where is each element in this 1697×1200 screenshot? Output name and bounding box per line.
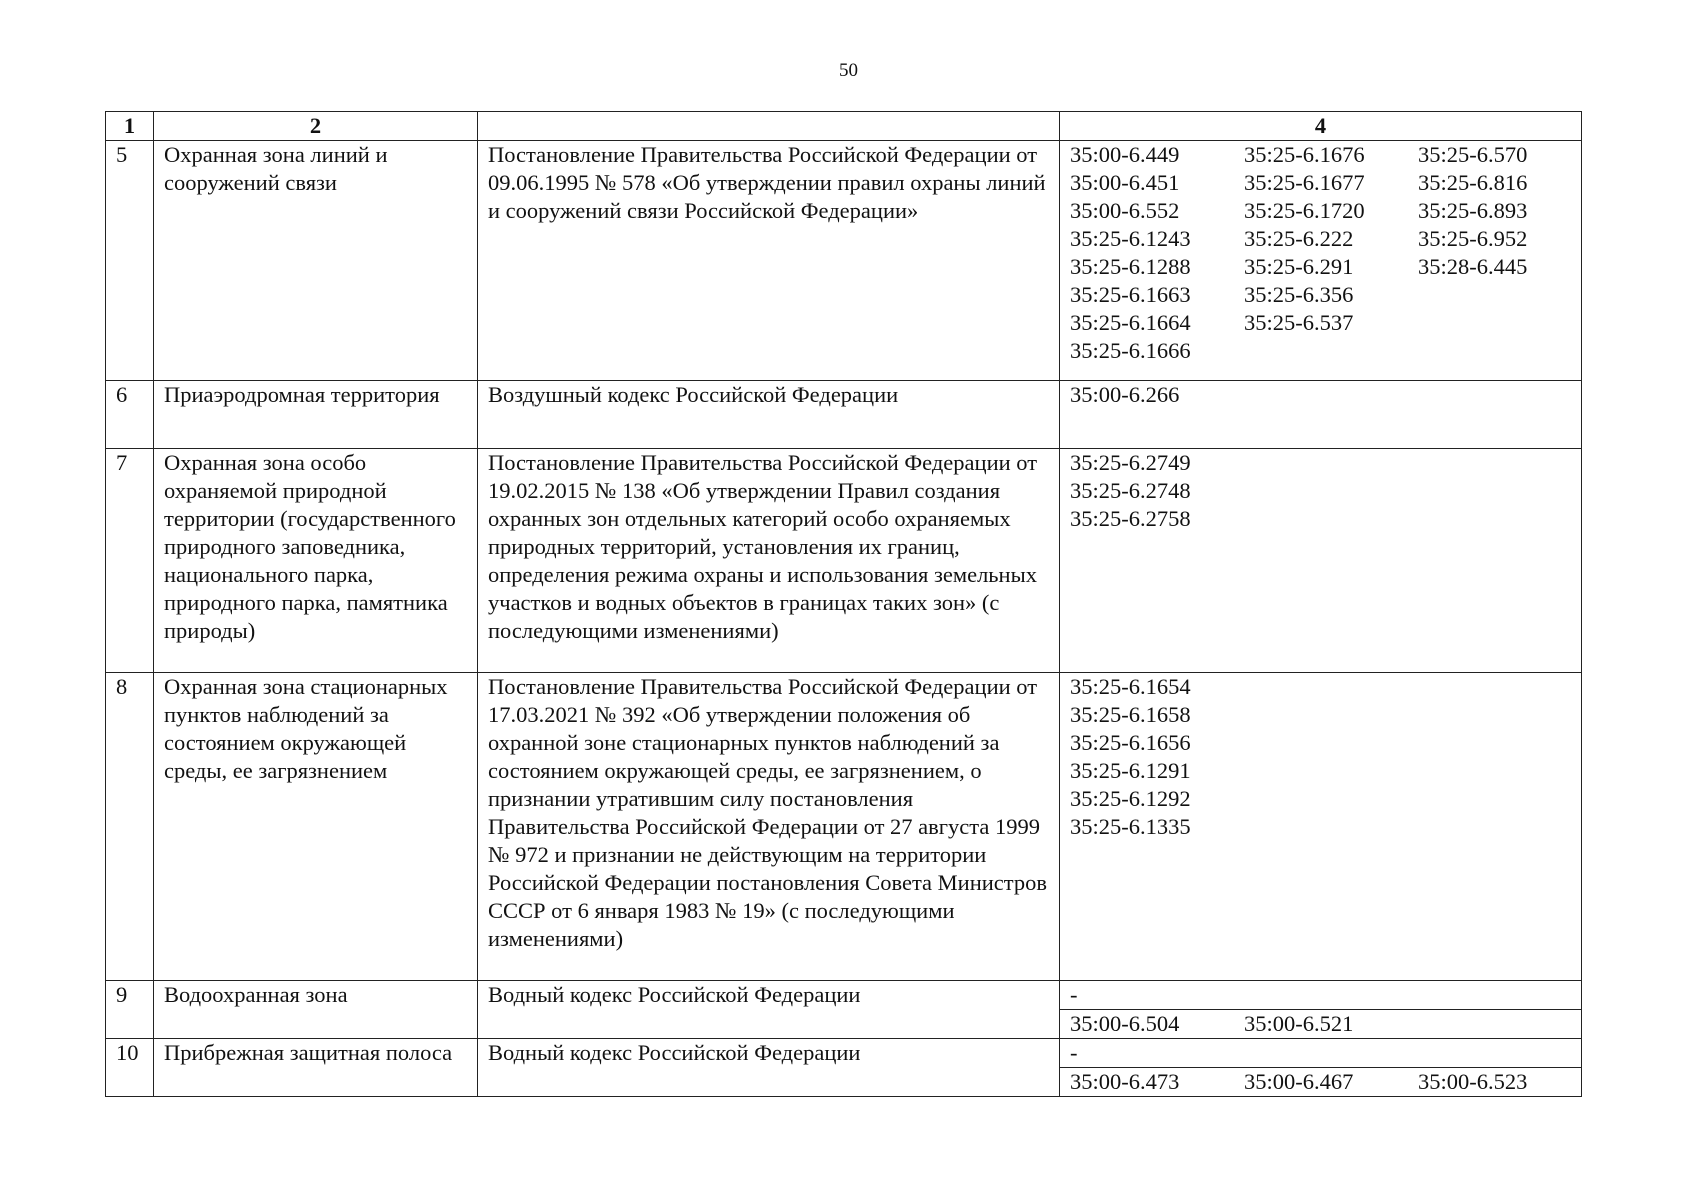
zone-name: Приаэродромная территория xyxy=(154,381,478,449)
row-number: 6 xyxy=(106,381,154,449)
zone-code: 35:25-6.1656 xyxy=(1070,730,1191,755)
row-number: 8 xyxy=(106,673,154,981)
zone-name: Прибрежная защитная полоса xyxy=(154,1039,478,1097)
zone-code: 35:00-6.521 xyxy=(1244,1011,1354,1036)
zone-code: 35:00-6.504 xyxy=(1070,1011,1180,1036)
zone-name: Охранная зона стационарных пунктов наблюдений за состоянием окружающей среды, ее загрязнением xyxy=(154,673,478,981)
zone-code: 35:00-6.467 xyxy=(1244,1069,1354,1094)
legal-basis: Постановление Правительства Российской Федерации от 17.03.2021 № 392 «Об утверждении положения об охранной зоне стационарных пунктов наблюдений за состоянием окружающей среды, ее загрязнением, о признании утратившим силу постановления Правительства Российской Федерации от 27 августа 1999 № 972 и признании не действующим на территории Российской Федерации постановления Совета Министров СССР от 6 января 1983 № 19» (с последующими изменениями) xyxy=(478,673,1060,981)
codes-column xyxy=(1418,141,1592,365)
zone-code: 35:00-6.552 xyxy=(1070,198,1180,223)
zone-code: 35:25-6.1291 xyxy=(1070,758,1191,783)
row-number: 5 xyxy=(106,141,154,381)
zone-code: 35:25-6.1288 xyxy=(1070,254,1191,279)
dash-value: - xyxy=(1060,1039,1581,1068)
zone-code: 35:00-6.523 xyxy=(1418,1069,1528,1094)
zone-codes xyxy=(1060,1039,1582,1097)
zone-code: 35:25-6.222 xyxy=(1244,226,1354,251)
zone-code: 35:25-6.1677 xyxy=(1244,170,1365,195)
zone-code: 35:25-6.1292 xyxy=(1070,786,1191,811)
zone-name: Водоохранная зона xyxy=(154,981,478,1039)
table-row xyxy=(106,449,1582,673)
zone-code: 35:25-6.570 xyxy=(1418,142,1528,167)
zone-code: 35:25-6.2758 xyxy=(1070,506,1191,531)
zone-code: 35:25-6.893 xyxy=(1418,198,1528,223)
table-row xyxy=(106,673,1582,981)
zone-code: 35:25-6.1663 xyxy=(1070,282,1191,307)
zone-code: 35:00-6.266 xyxy=(1070,382,1180,407)
zone-code: 35:00-6.451 xyxy=(1070,170,1180,195)
zone-code: 35:00-6.473 xyxy=(1070,1069,1180,1094)
table-row xyxy=(106,141,1582,381)
header-col-4: 4 xyxy=(1060,112,1582,141)
header-col-3 xyxy=(478,112,1060,141)
legal-basis: Водный кодекс Российской Федерации xyxy=(478,981,1060,1039)
zone-code: 35:00-6.449 xyxy=(1070,142,1180,167)
header-col-1: 1 xyxy=(106,112,154,141)
zone-code: 35:25-6.537 xyxy=(1244,310,1354,335)
page-number: 50 xyxy=(839,60,858,81)
table-header-row xyxy=(106,112,1582,141)
zones-table xyxy=(105,111,1582,1097)
table-row xyxy=(106,1039,1582,1097)
zone-code: 35:25-6.1335 xyxy=(1070,814,1191,839)
row-number: 10 xyxy=(106,1039,154,1097)
legal-basis: Водный кодекс Российской Федерации xyxy=(478,1039,1060,1097)
zone-codes xyxy=(1060,141,1582,381)
zone-code: 35:25-6.1658 xyxy=(1070,702,1191,727)
zone-codes xyxy=(1060,673,1582,981)
legal-basis: Воздушный кодекс Российской Федерации xyxy=(478,381,1060,449)
row-number: 9 xyxy=(106,981,154,1039)
zone-codes xyxy=(1060,981,1582,1039)
zone-name: Охранная зона линий и сооружений связи xyxy=(154,141,478,381)
zone-codes xyxy=(1060,449,1582,673)
zone-codes xyxy=(1060,381,1582,449)
zone-code: 35:25-6.2748 xyxy=(1070,478,1191,503)
row-number: 7 xyxy=(106,449,154,673)
zone-code: 35:25-6.1654 xyxy=(1070,674,1191,699)
zone-code: 35:25-6.2749 xyxy=(1070,450,1191,475)
zone-code: 35:25-6.1243 xyxy=(1070,226,1191,251)
zone-code: 35:28-6.445 xyxy=(1418,254,1528,279)
zone-code: 35:25-6.1720 xyxy=(1244,198,1365,223)
zone-code: 35:25-6.1676 xyxy=(1244,142,1365,167)
codes-column xyxy=(1070,141,1244,365)
zone-code: 35:25-6.356 xyxy=(1244,282,1354,307)
zone-code: 35:25-6.1666 xyxy=(1070,338,1191,363)
table-row xyxy=(106,981,1582,1039)
zone-code: 35:25-6.816 xyxy=(1418,170,1528,195)
zone-code: 35:25-6.952 xyxy=(1418,226,1528,251)
codes-column xyxy=(1244,141,1418,365)
zone-code: 35:25-6.1664 xyxy=(1070,310,1191,335)
legal-basis: Постановление Правительства Российской Федерации от 09.06.1995 № 578 «Об утверждении правил охраны линий и сооружений связи Российской Федерации» xyxy=(478,141,1060,381)
legal-basis: Постановление Правительства Российской Федерации от 19.02.2015 № 138 «Об утверждении Правил создания охранных зон отдельных категорий особо охраняемых природных территорий, установления их границ, определения режима охраны и использования земельных участков и водных объектов в границах таких зон» (с последующими изменениями) xyxy=(478,449,1060,673)
header-col-2: 2 xyxy=(154,112,478,141)
zone-code: 35:25-6.291 xyxy=(1244,254,1354,279)
dash-value: - xyxy=(1060,981,1581,1010)
table-row xyxy=(106,381,1582,449)
zone-name: Охранная зона особо охраняемой природной территории (государственного природного заповедника, национального парка, природного парка, памятника природы) xyxy=(154,449,478,673)
